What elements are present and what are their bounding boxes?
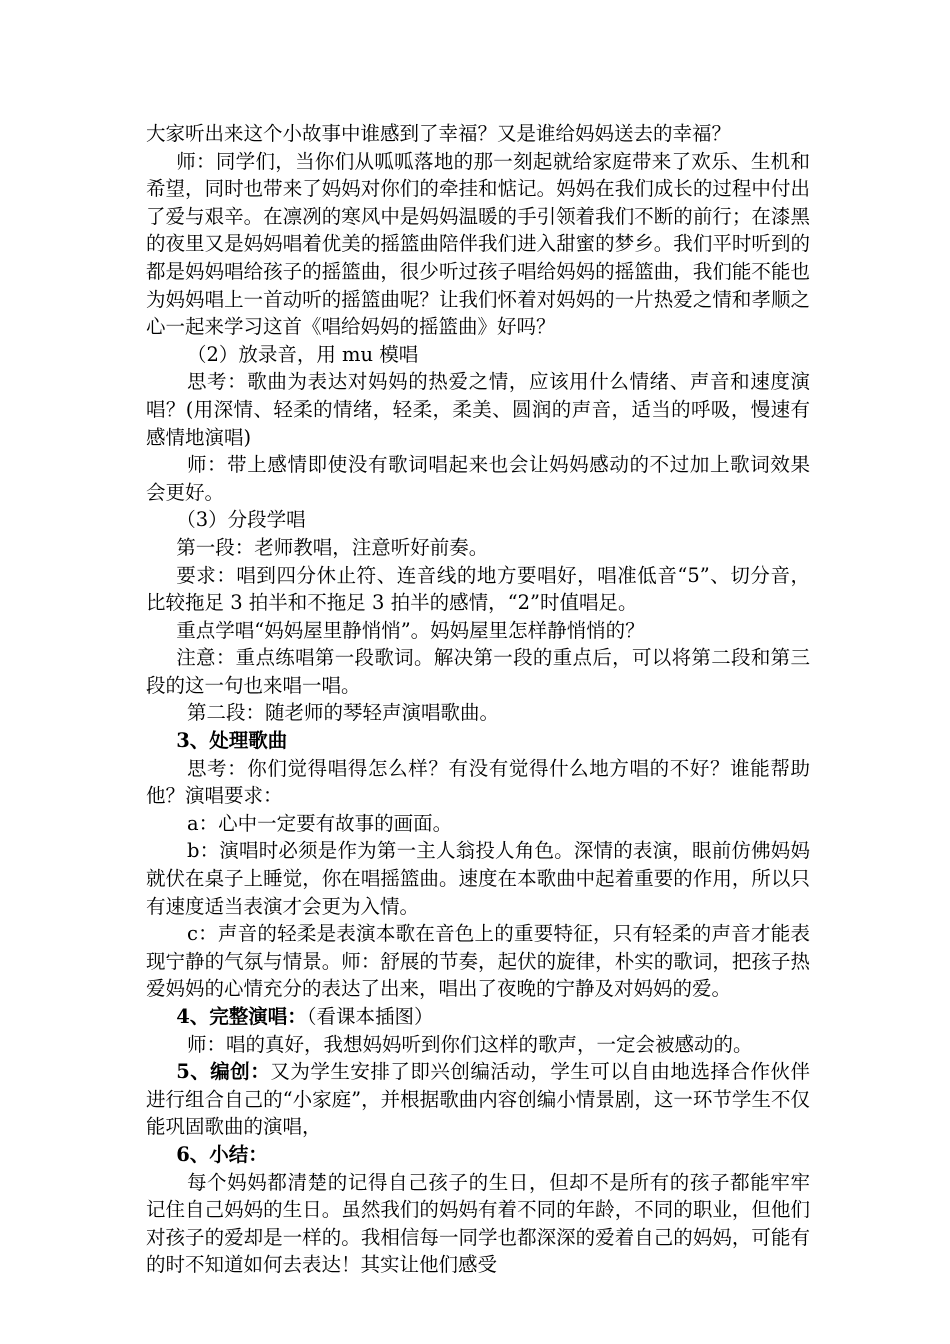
- paragraph-creation: [146, 1058, 810, 1141]
- heading-label: 5、编创：: [176, 1060, 271, 1084]
- heading-label: 3、处理歌曲: [176, 729, 288, 753]
- paragraph-body: 又为学生安排了即兴创编活动，学生可以自由地选择合作伙伴进行组合自己的“小家庭”，并根据歌曲内容创编小情景剧，这一环节学生不仅能巩固歌曲的演唱，: [146, 1060, 810, 1139]
- heading-label: 4、完整演唱：: [176, 1005, 307, 1028]
- paragraph-focus: 重点学唱“妈妈屋里静悄悄”。妈妈屋里怎样静悄悄的？: [176, 618, 645, 642]
- paragraph-note: 注意：重点练唱第一段歌词。解决第一段的重点后，可以将第二段和第三段的这一句也来唱一唱。: [146, 646, 810, 697]
- document-page: [146, 120, 810, 1279]
- paragraph-think-1: 思考：歌曲为表达对妈妈的热爱之情，应该用什么情绪、声音和速度演唱？(用深情、轻柔的情绪，轻柔，柔美、圆润的声音，适当的呼吸，慢速有感情地演唱): [146, 370, 810, 449]
- heading-summary: [146, 1141, 810, 1169]
- heading-label: 6、小结：: [176, 1142, 268, 1166]
- paragraph-think-2: 思考：你们觉得唱得怎么样？有没有觉得什么地方唱的不好？谁能帮助他？演唱要求：: [146, 756, 810, 808]
- paragraph-verse-2: 第二段：随老师的琴轻声演唱歌曲。: [186, 701, 499, 725]
- paragraph-teacher-emotion: 师：带上感情即使没有歌词唱起来也会让妈妈感动的不过加上歌词效果会更好。: [146, 453, 810, 504]
- heading-full-performance: [146, 1003, 810, 1031]
- heading-process-song: [146, 727, 810, 755]
- paragraph-requirement: 要求：唱到四分休止符、连音线的地方要唱好，唱准低音“5”、切分音，比较拖足 3 拍半和不拖足 3 拍半的感情，“2”时值唱足。: [146, 563, 810, 615]
- paragraph-step-3: （3）分段学唱: [176, 508, 306, 532]
- paragraph-intro-question: 大家听出来这个小故事中谁感到了幸福？又是谁给妈妈送去的幸福？: [146, 122, 732, 145]
- paragraph-summary: 每个妈妈都清楚的记得自己孩子的生日，但却不是所有的孩子都能牢牢记住自己妈妈的生日。虽然我们的妈妈有着不同的年龄，不同的职业，但他们对孩子的爱却是一样的。我相信每一同学也都深深的爱着自己的妈妈，可能有的时不知道如何去表达！其实让他们感受: [146, 1170, 810, 1277]
- paragraph-verse-1: 第一段：老师教唱，注意听好前奏。: [176, 535, 489, 559]
- paragraph-teacher-intro: 师：同学们，当你们从呱呱落地的那一刻起就给家庭带来了欢乐、生机和希望，同时也带来了妈妈对你们的牵挂和惦记。妈妈在我们成长的过程中付出了爱与艰辛。在凛冽的寒风中是妈妈温暖的手引领着我们不断的前行；在漆黑的夜里又是妈妈唱着优美的摇篮曲陪伴我们进入甜蜜的梦乡。我们平时听到的都是妈妈唱给孩子的摇篮曲，很少听过孩子唱给妈妈的摇篮曲，我们能不能也为妈妈唱上一首动听的摇篮曲呢？让我们怀着对妈妈的一片热爱之情和孝顺之心一起来学习这首《唱给妈妈的摇篮曲》好吗？: [146, 149, 810, 339]
- paragraph-teacher-praise: 师：唱的真好，我想妈妈听到你们这样的歌声，一定会被感动的。: [186, 1032, 753, 1056]
- paragraph-item-b: b：演唱时必须是作为第一主人翁投人角色。深情的表演，眼前仿佛妈妈就伏在桌子上睡觉，你在唱摇篮曲。速度在本歌曲中起着重要的作用，所以只有速度适当表演才会更为入情。: [146, 839, 810, 918]
- heading-note: （看课本插图）: [306, 1005, 434, 1028]
- paragraph-step-2: （2）放录音，用 mu 模唱: [186, 342, 419, 366]
- paragraph-item-c: c：声音的轻柔是表演本歌在音色上的重要特征，只有轻柔的声音才能表现宁静的气氛与情景。师：舒展的节奏，起伏的旋律，朴实的歌词，把孩子热爱妈妈的心情充分的表达了出来，唱出了夜晚的宁静及对妈妈的爱。: [146, 922, 810, 1001]
- paragraph-item-a: a：心中一定要有故事的画面。: [186, 811, 453, 835]
